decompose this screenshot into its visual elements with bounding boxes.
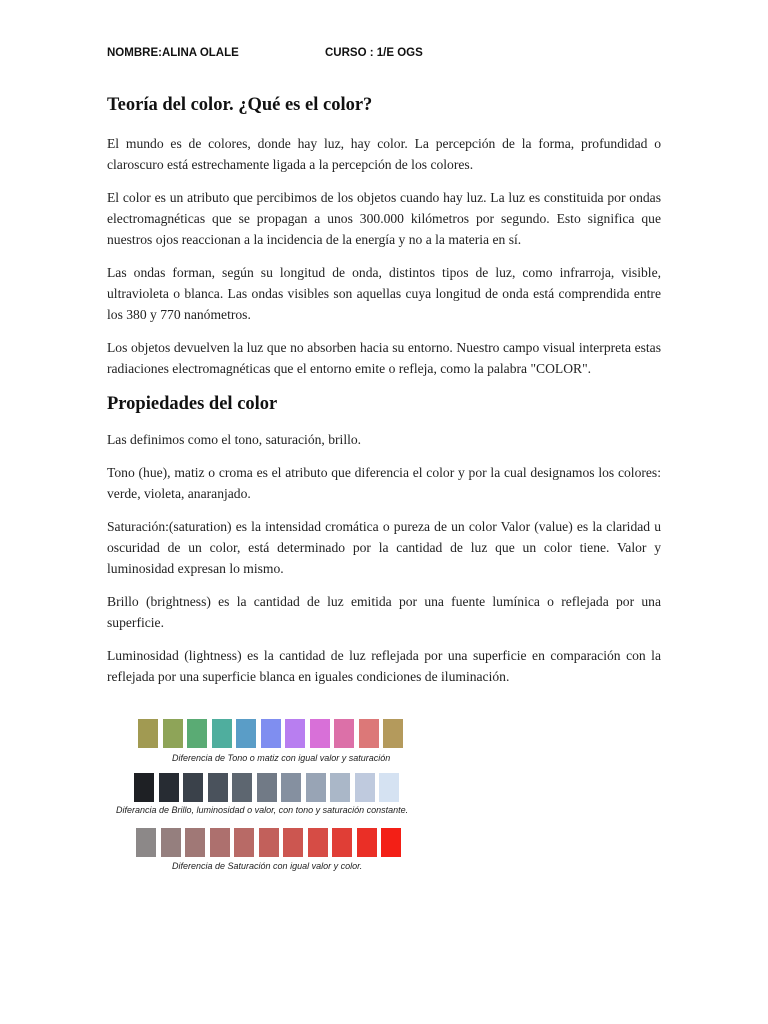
hue-swatch — [236, 719, 256, 748]
hue-swatch — [261, 719, 281, 748]
hue-caption: Diferencia de Tono o matiz con igual valor y saturación — [172, 753, 391, 763]
brightness-swatch — [379, 773, 399, 802]
saturation-swatch — [185, 828, 205, 857]
saturation-swatch — [136, 828, 156, 857]
saturation-swatch — [283, 828, 303, 857]
hue-swatch — [310, 719, 330, 748]
brightness-swatch — [208, 773, 228, 802]
section-title-color-theory: Teoría del color. ¿Qué es el color? — [107, 95, 373, 115]
hue-swatch — [187, 719, 207, 748]
brightness-swatch — [330, 773, 350, 802]
section-title-color-properties: Propiedades del color — [107, 394, 278, 414]
paragraph: Saturación:(saturation) es la intensidad cromática o pureza de un color Valor (value) es la claridad u oscuridad de un color, está determinado por la cantidad de luz que un color tiene. Valor y luminosidad expresan lo mismo. — [107, 519, 661, 576]
paragraph: Tono (hue), matiz o croma es el atributo que diferencia el color y por la cual designamos los colores: verde, violeta, anaranjado. — [107, 465, 661, 501]
saturation-swatch — [161, 828, 181, 857]
document-body — [107, 94, 661, 699]
course-label: CURSO : 1/E OGS — [325, 47, 423, 59]
saturation-caption: Diferencia de Saturación con igual valor y color. — [172, 861, 363, 871]
student-name: NOMBRE:ALINA OLALE — [107, 47, 239, 59]
brightness-caption: Diferancia de Brillo, luminosidad o valor, con tono y saturación constante. — [116, 805, 409, 815]
saturation-swatch — [210, 828, 230, 857]
hue-swatch — [334, 719, 354, 748]
hue-swatch — [138, 719, 158, 748]
document-header — [107, 47, 423, 59]
paragraph: Los objetos devuelven la luz que no absorben hacia su entorno. Nuestro campo visual interpreta estas radiaciones electromagnéticas que el entorno emite o refleja, como la palabra "COLOR". — [107, 340, 661, 376]
saturation-swatch — [357, 828, 377, 857]
color-properties-figure — [108, 712, 438, 877]
paragraph: El mundo es de colores, donde hay luz, hay color. La percepción de la forma, profundidad o claroscuro está estrechamente ligada a la percepción de los colores. — [107, 136, 661, 172]
saturation-swatch — [259, 828, 279, 857]
hue-swatch — [285, 719, 305, 748]
paragraph: Las definimos como el tono, saturación, brillo. — [107, 432, 362, 447]
brightness-swatch — [232, 773, 252, 802]
brightness-swatch-row — [134, 773, 404, 802]
hue-swatch — [359, 719, 379, 748]
brightness-swatch — [306, 773, 326, 802]
brightness-swatch — [183, 773, 203, 802]
hue-swatch — [383, 719, 403, 748]
saturation-swatch — [381, 828, 401, 857]
brightness-swatch — [257, 773, 277, 802]
hue-swatch-row — [138, 719, 408, 748]
hue-swatch — [212, 719, 232, 748]
brightness-swatch — [159, 773, 179, 802]
saturation-swatch-row — [136, 828, 406, 857]
paragraph: El color es un atributo que percibimos de los objetos cuando hay luz. La luz es constituida por ondas electromagnéticas que se propagan a unos 300.000 kilómetros por segundo. Esto significa que nuestros ojos reaccionan a la incidencia de la energía y no a la materia en sí. — [107, 190, 661, 247]
hue-swatch — [163, 719, 183, 748]
brightness-swatch — [134, 773, 154, 802]
paragraph: Brillo (brightness) es la cantidad de luz emitida por una fuente lumínica o reflejada por una superficie. — [107, 594, 661, 630]
brightness-swatch — [355, 773, 375, 802]
saturation-swatch — [332, 828, 352, 857]
saturation-swatch — [234, 828, 254, 857]
brightness-swatch — [281, 773, 301, 802]
paragraph: Las ondas forman, según su longitud de onda, distintos tipos de luz, como infrarroja, visible, ultravioleta o blanca. Las ondas visibles son aquellas cuya longitud de onda está comprendida entre los 380 y 770 nanómetros. — [107, 265, 661, 322]
saturation-swatch — [308, 828, 328, 857]
paragraph: Luminosidad (lightness) es la cantidad de luz reflejada por una superficie en comparación con la reflejada por una superficie blanca en iguales condiciones de iluminación. — [107, 648, 661, 684]
